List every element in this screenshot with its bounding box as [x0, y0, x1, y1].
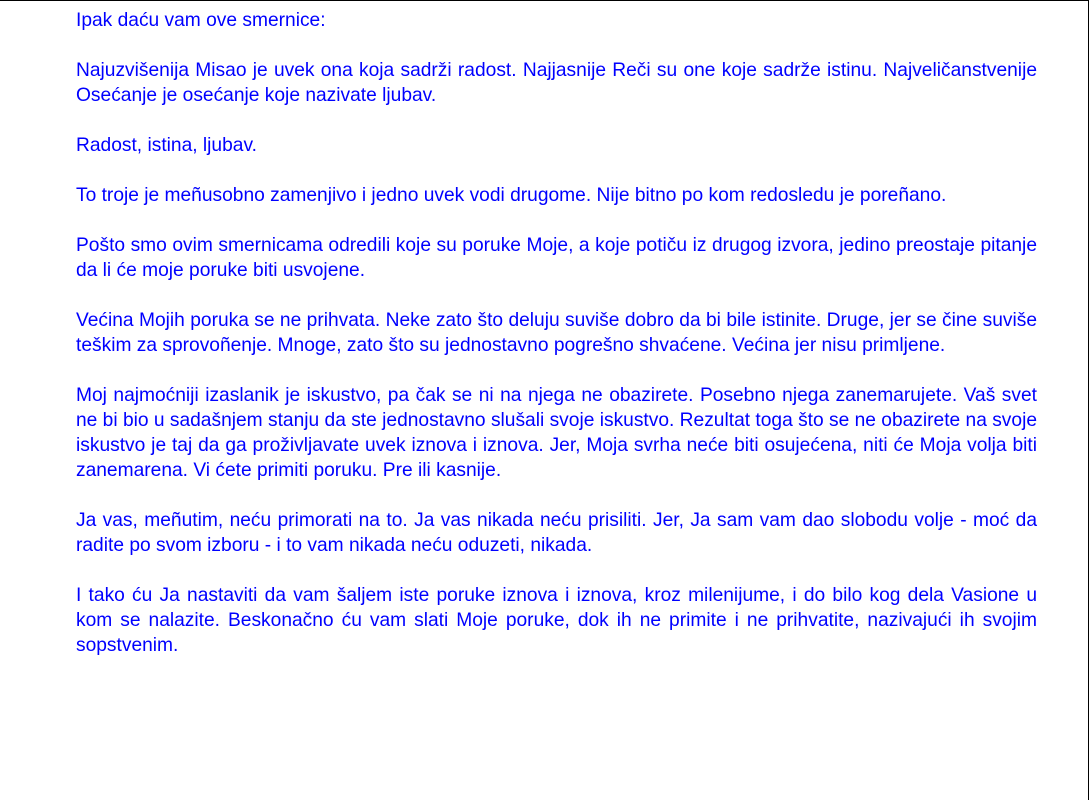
paragraph-2: Najuzvišenija Misao je uvek ona koja sadrži radost. Najjasnije Reči su one koje sadrže istinu. Najveličanstvenije Osećanje je osećanje koje nazivate ljubav. [76, 60, 1037, 106]
paragraph-7: Moj najmoćniji izaslanik je iskustvo, pa čak se ni na njega ne obazirete. Posebno njega zanemarujete. Vaš svet ne bi bio u sadašnjem stanju da ste jednostavno slušali svoje iskustvo. Rezultat toga što se ne obazirete na svoje iskustvo je taj da ga proživljavate uvek iznova i iznova. Jer, Moja svrha neće biti osujećena, niti će Moja volja biti zanemarena. Vi ćete primiti poruku. Pre ili kasnije. [76, 385, 1038, 481]
paragraph-9: I tako ću Ja nastaviti da vam šaljem iste poruke iznova i iznova, kroz milenijume, i do bilo kog dela Vasione u kom se nalazite. Beskonačno ću vam slati Moje poruke, dok ih ne primite i ne prihvatite, nazivajući ih svojim sopstvenim. [76, 585, 1037, 656]
paragraph-3: Radost, istina, ljubav. [76, 135, 257, 156]
paragraph-1: Ipak daću vam ove smernice: [76, 10, 326, 31]
document-body [76, 8, 1037, 658]
paragraph-6: Većina Mojih poruka se ne prihvata. Neke zato što deluju suviše dobro da bi bile istinite. Druge, jer se čine suviše teškim za sprovoñenje. Mnoge, zato što su jednostavno pogrešno shvaćene. Većina jer nisu primljene. [76, 310, 1037, 356]
paragraph-4: To troje je meñusobno zamenjivo i jedno uvek vodi drugome. Nije bitno po kom redosledu je poreñano. [76, 185, 947, 206]
paragraph-5: Pošto smo ovim smernicama odredili koje su poruke Moje, a koje potiču iz drugog izvora, jedino preostaje pitanje da li će moje poruke biti usvojene. [76, 235, 1037, 281]
paragraph-8: Ja vas, meñutim, neću primorati na to. Ja vas nikada neću prisiliti. Jer, Ja sam vam dao slobodu volje - moć da radite po svom izboru - i to vam nikada neću oduzeti, nikada. [76, 510, 1037, 556]
